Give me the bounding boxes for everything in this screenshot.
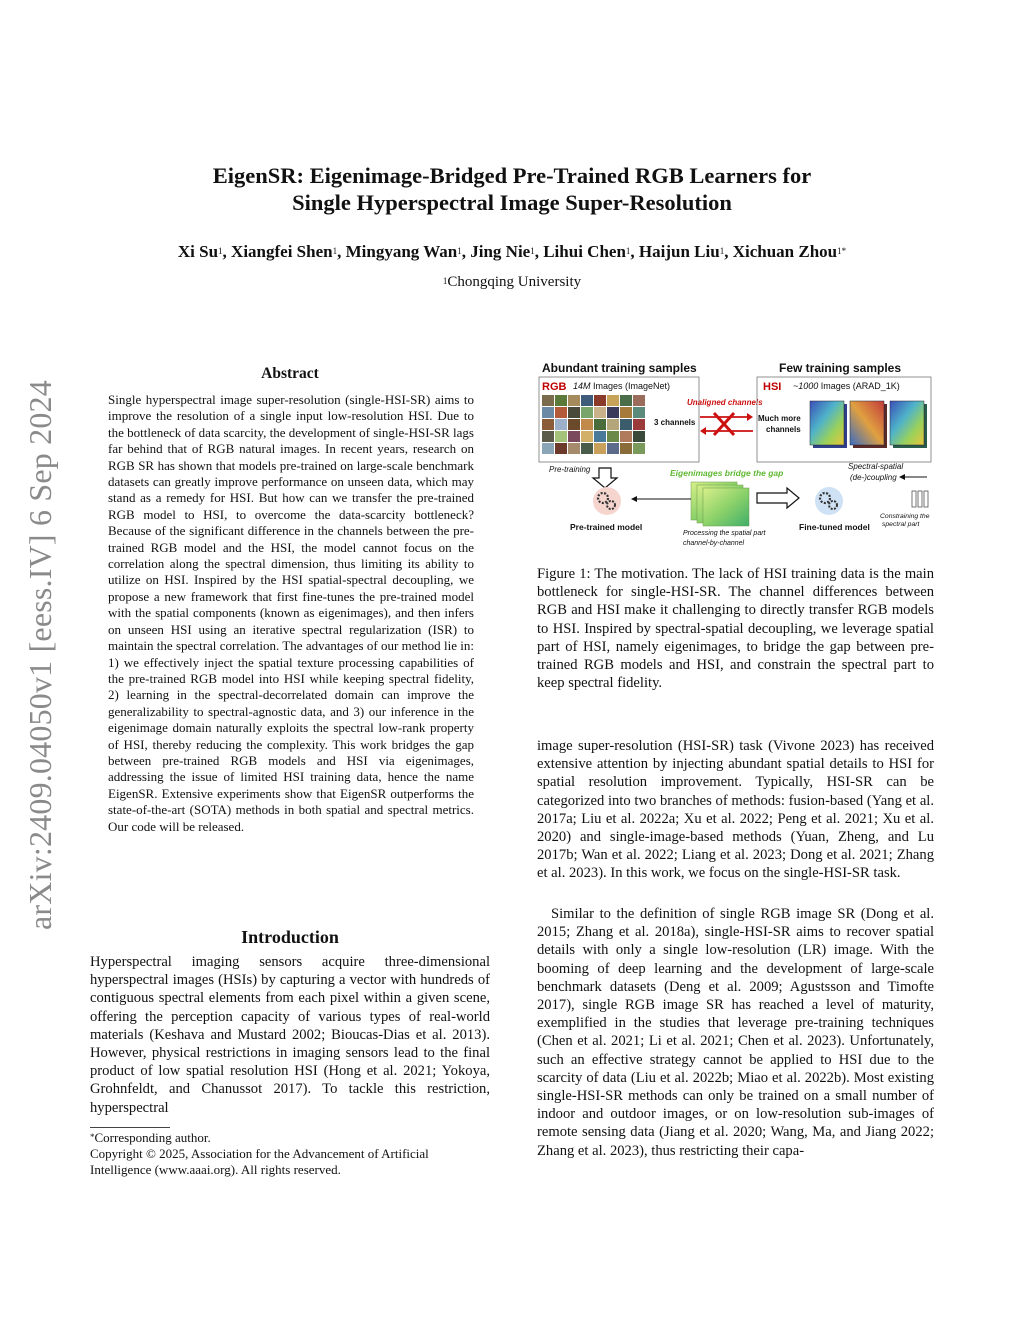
figure-1-caption: Figure 1: The motivation. The lack of HSI training data is the main bottleneck for single-HSI-SR. The channel differences between RGB and HSI make it challenging to directly transfer RGB models to HSI. Inspired by spectral-spatial decoupling, we leverage spatial part of HSI, namely eigenimages, to bridge the gap between pre-trained RGB models and HSI, and constrain the spectral part to keep spectral fidelity. (537, 566, 934, 692)
bridge-label: Eigenimages bridge the gap (670, 468, 784, 478)
author: Xichuan Zhou$^{1*}$ (732, 242, 847, 261)
footnote (90, 1130, 490, 1179)
finetuned-model-gear-icon (815, 487, 843, 515)
footnote-rule (90, 1127, 170, 1128)
right-column-paragraph-1: image super-resolution (HSI-SR) task (Vivone 2023) has received extensive attention by injecting abundant spatial details to HSI for spatial resolution improvement. Typically, HSI-SR can be categorized into two branches of methods: fusion-based (Yang et al. 2017a; Liu et al. 2022a; Xu et al. 2022; Peng et al. 2021; Xu et al. 2020) and single-image-based methods (Yuan, Zheng, and Lu 2017b; Wan et al. 2022; Liang et al. 2023; Dong et al. 2021; Zhang et al. 2023). In this work, we focus on the single-HSI-SR task. (537, 738, 934, 882)
three-channels-label: 3 channels (654, 418, 696, 427)
introduction-text: Hyperspectral imaging sensors acquire three-dimensional hyperspectral images (HSIs) by capturing a vector with hundreds of contiguous spectral elements from each pixel within a given scene, offering the perception capacity of various types of real-world materials (Keshava and Mustard 2002; Bioucas-Dias et al. 2013). However, physical restrictions in imaging sensors lead to the final product of low spatial resolution HSI (Hong et al. 2021; Yokoya, Grohnfeldt, and Chanussot 2017). To tackle this restriction, hyperspectral (90, 954, 490, 1116)
constraining-label-1: Constraining the (880, 513, 930, 520)
abstract-heading: Abstract (261, 365, 319, 382)
author: Xi Su$^1$, (177, 242, 232, 261)
processing-label-1: Processing the spatial part (683, 530, 766, 537)
rgb-tag: RGB (542, 381, 567, 393)
author-list (0, 241, 1024, 263)
eigenimage-stack (691, 482, 749, 526)
title-line-2: Single Hyperspectral Image Super-Resolution (292, 190, 732, 215)
spectral-spatial-label-1: Spectral-spatial (848, 462, 904, 471)
unaligned-label: Unaligned channels (687, 398, 763, 407)
affiliation: $^1$Chongqing University (442, 274, 582, 290)
title-line-1: EigenSR: Eigenimage-Bridged Pre-Trained RGB Learners for (212, 163, 812, 188)
spectral-bars-icon (912, 491, 928, 507)
processing-label-2: channel-by-channel (683, 540, 745, 547)
pretrained-model-label: Pre-trained model (570, 522, 643, 532)
pre-training-arrow (593, 468, 617, 488)
paper-title (0, 162, 1024, 216)
spectral-arrow (899, 474, 927, 480)
spectral-spatial-label-2: (de-)coupling (850, 473, 897, 482)
copyright-note: Copyright © 2025, Association for the Advancement of Artificial Intelligence (www.aaai.org). All rights reserved. (90, 1146, 429, 1178)
arxiv-stamp: arXiv:2409.04050v1 [eess.IV] 6 Sep 2024 (22, 380, 58, 930)
figure-1 (537, 358, 939, 554)
author: Jing Nie$^1$, (470, 242, 544, 261)
abstract-text: Single hyperspectral image super-resolution (single-HSI-SR) aims to improve the resolution of a single input low-resolution HSI. Due to the bottleneck of data scarcity, the development of single-HSI-SR lags far behind that of RGB natural images. In recent years, research on RGB SR has shown that models pre-trained on large-scale benchmark datasets can greatly improve performance on unseen data, which may stand as a remedy for HSI. But how can we transfer the pre-trained RGB model to HSI, to overcome the data-scarcity bottleneck? Because of the significant difference in the channels between the pre-trained RGB model and the HSI, the model cannot focus on the correlation along the spectral dimension, thus limiting its ability to utilize on HSI. Inspired by the HSI spatial-spectral decoupling, we propose a new framework that first fine-tunes the pre-trained model with the spatial components (known as eigenimages), and then infers on unseen HSI using an iterative spectral regularization (ISR) to maintain the spectral correlation. The advantages of our method lie in: 1) we effectively inject the spatial texture processing capabilities of the pre-trained RGB model into HSI while keeping spectral fidelity, 2) learning in the spectral-decorrelated domain can improve the generalizability to spectral-agnostic data, and 3) our inference in the eigenimage domain naturally exploits the spectral low-rank property of HSI, thereby reducing the complexity. This work bridges the gap between pre-trained RGB models and HSI via eigenimages, addressing the issue of limited HSI training data, hence the name EigenSR. Extensive experiments show that EigenSR outperforms the state-of-the-art (SOTA) methods in both spatial and spectral metrics. Our code will be released. (108, 392, 474, 834)
hsi-source: ~1000 Images (ARAD_1K) (793, 381, 900, 391)
corresponding-note: *Corresponding author. (90, 1130, 211, 1145)
constraining-label-2: spectral part (882, 521, 920, 528)
much-more-label-1: Much more (758, 414, 801, 423)
right-column-paragraph-2: Similar to the definition of single RGB image SR (Dong et al. 2015; Zhang et al. 2018a), single-HSI-SR aims to recover spatial details with only a single low-resolution (LR) image. With the booming of deep learning and the development of large-scale benchmark datasets (Deng et al. 2009; Agustsson and Timofte 2017), single RGB image SR has reached a level of maturity, exemplified in the studies that leverage pre-training techniques (Chen et al. 2021; Li et al. 2021; Chen et al. 2023). Unfortunately, such an effective strategy cannot be applied to HSI due to the scarcity of data (Liu et al. 2022b; Miao et al. 2022b). Most existing single-HSI-SR methods can only be trained on a small number of indoor and outdoor images, or on low-resolution sub-images of remote sensing data (Jiang et al. 2020; Wang, Ma, and Jiang 2022; Zhang et al. 2023), thus restricting their capa- (537, 906, 934, 1159)
hsi-cubes (810, 401, 927, 448)
fig-right-heading: Few training samples (779, 361, 902, 375)
figure-1-diagram (537, 358, 939, 554)
rgb-source: 14M Images (ImageNet) (573, 381, 671, 391)
much-more-label-2: channels (766, 425, 801, 434)
finetuned-model-label: Fine-tuned model (799, 522, 870, 532)
introduction-heading: Introduction (241, 927, 339, 947)
author: Xiangfei Shen$^1$, (231, 242, 346, 261)
unaligned-arrows (700, 413, 753, 435)
hsi-tag: HSI (763, 381, 782, 393)
rgb-image-grid (542, 395, 645, 454)
pretrained-model-gear-icon (593, 487, 621, 515)
author: Haijun Liu$^1$, (638, 242, 733, 261)
fig-left-heading: Abundant training samples (542, 361, 697, 375)
author: Mingyang Wan$^1$, (345, 242, 471, 261)
pre-training-label: Pre-training (549, 465, 591, 474)
author: Lihui Chen$^1$, (543, 242, 639, 261)
